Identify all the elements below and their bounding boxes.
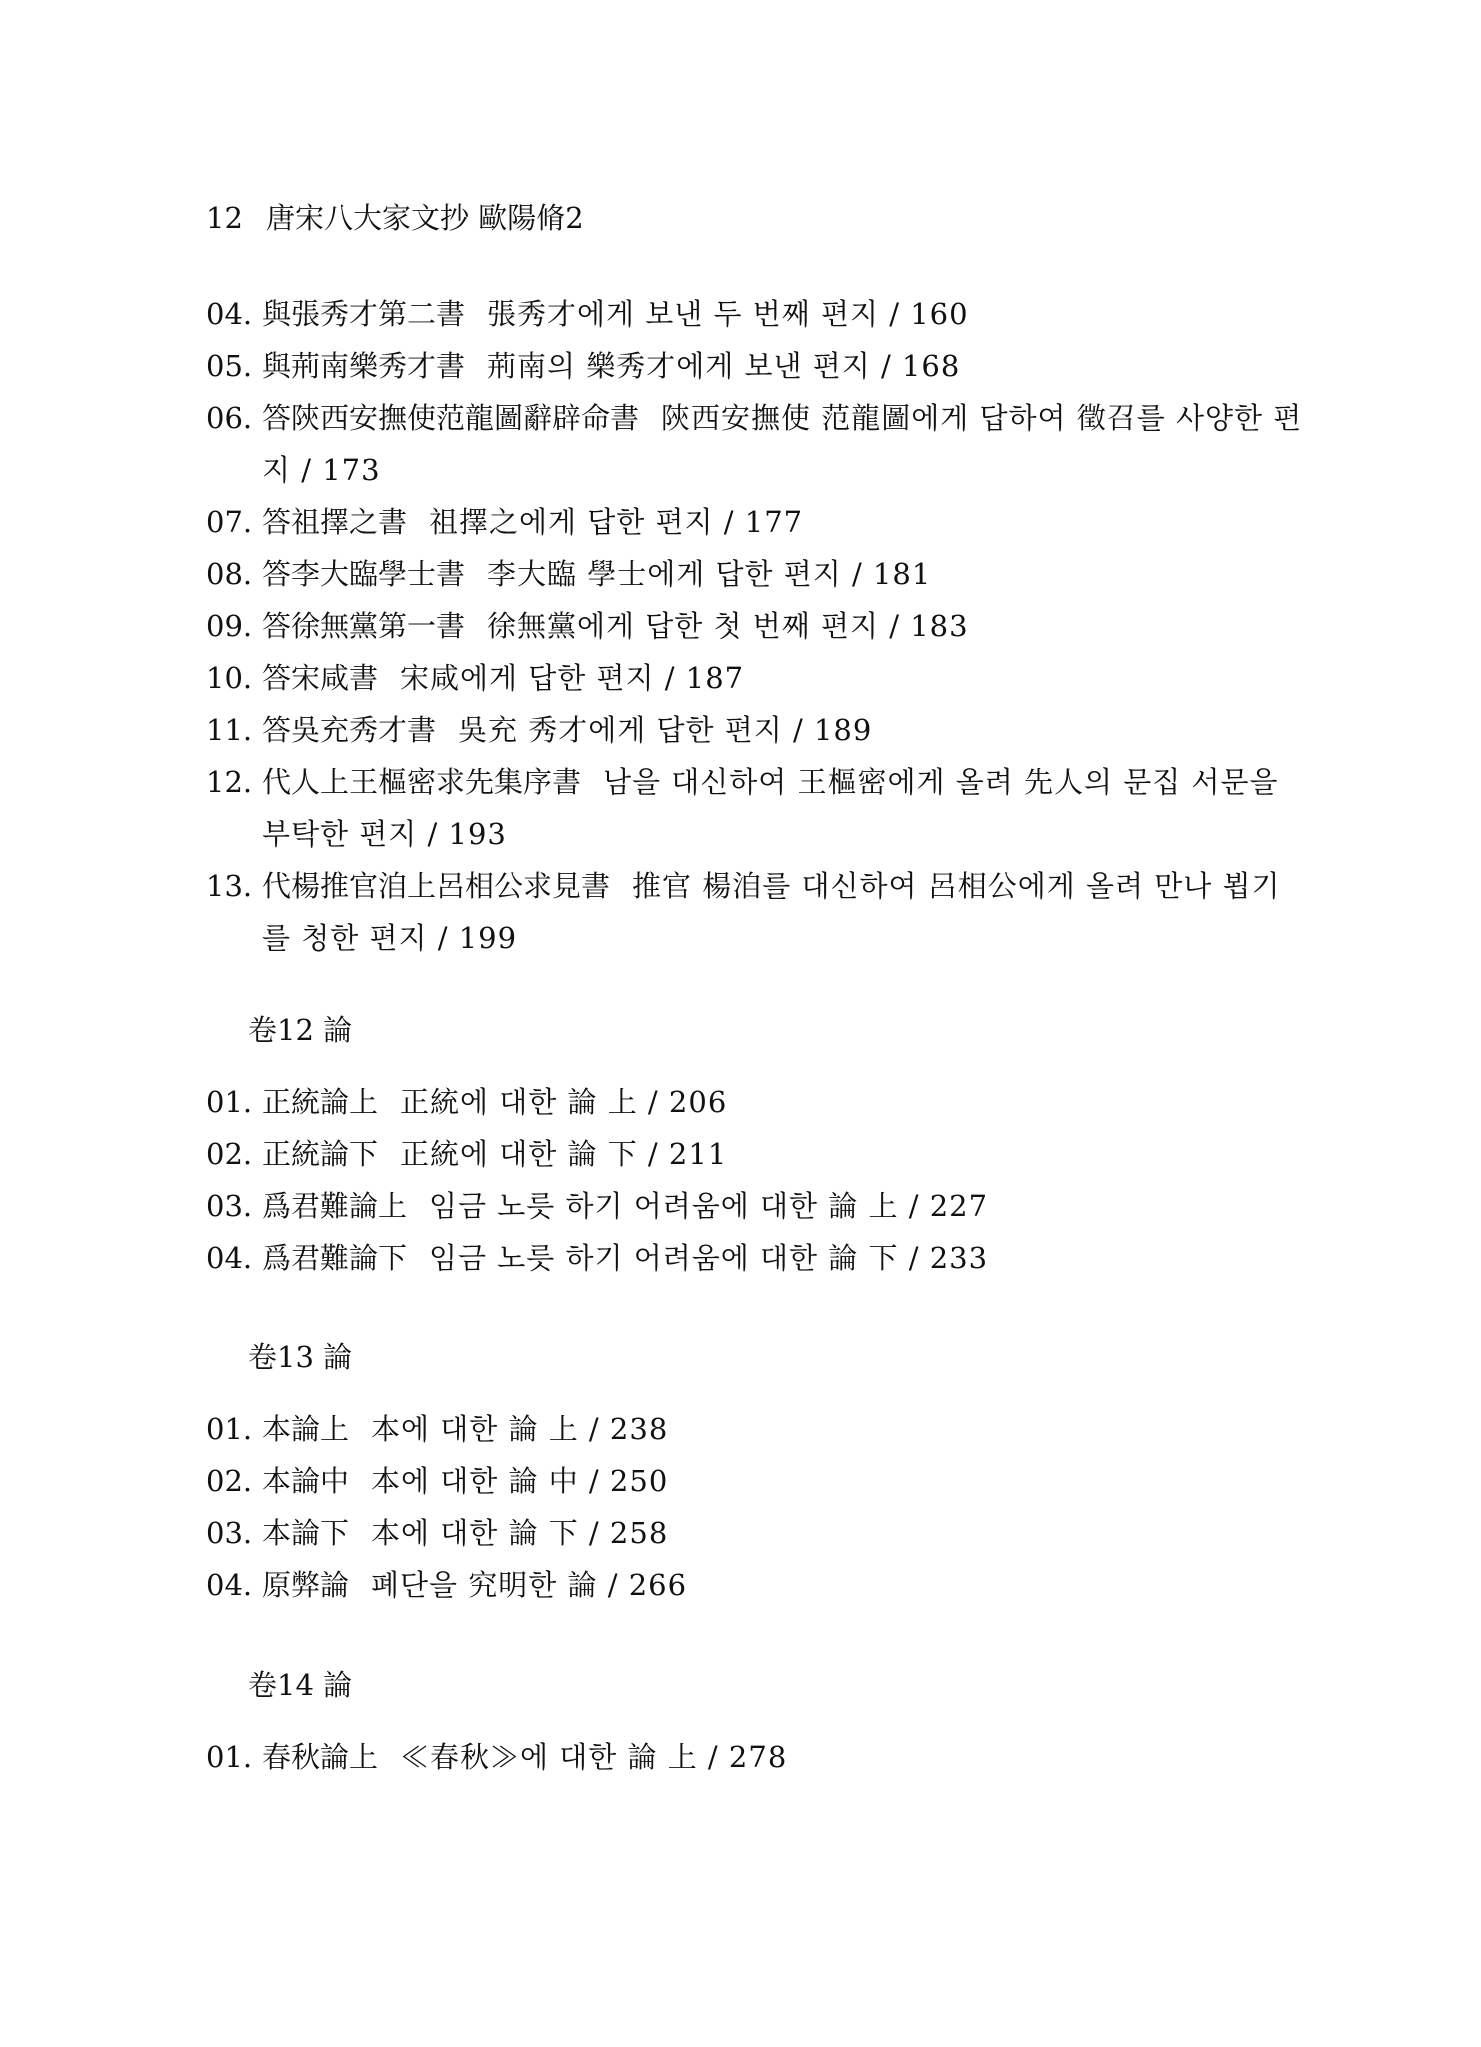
entry-number: 07. — [206, 505, 253, 539]
entry-text — [262, 548, 1306, 600]
toc-entry — [206, 548, 1306, 600]
entry-original-title: 本論中 — [262, 1464, 350, 1498]
entry-translation-page: 正統에 대한 論 上 / 206 — [400, 1085, 728, 1119]
entry-text — [262, 1559, 1306, 1611]
entry-text — [262, 652, 1306, 704]
entry-original-title: 爲君難論下 — [262, 1241, 408, 1275]
toc-entry — [206, 340, 1306, 392]
entry-original-title: 正統論上 — [262, 1085, 379, 1119]
toc-entry — [206, 496, 1306, 548]
entry-text — [262, 392, 1306, 496]
entry-text — [262, 1128, 1306, 1180]
entry-text — [262, 1455, 1306, 1507]
book-header — [206, 198, 584, 238]
entry-translation-page: 荊南의 樂秀才에게 보낸 편지 / 168 — [487, 349, 961, 383]
entry-translation-page: 本에 대한 論 下 / 258 — [371, 1516, 669, 1550]
entry-translation-page: ≪春秋≫에 대한 論 上 / 278 — [400, 1740, 788, 1774]
entry-original-title: 本論上 — [262, 1412, 350, 1446]
toc-entry — [206, 704, 1306, 756]
entry-original-title: 答陝西安撫使范龍圖辭辟命書 — [262, 401, 640, 435]
volume-heading: 卷14 論 — [248, 1668, 353, 1702]
entry-original-title: 本論下 — [262, 1516, 350, 1550]
entry-text — [262, 340, 1306, 392]
entry-number: 04. — [206, 297, 253, 331]
entry-text — [262, 496, 1306, 548]
entry-number: 13. — [206, 869, 253, 903]
entry-original-title: 答祖擇之書 — [262, 505, 408, 539]
entry-original-title: 原弊論 — [262, 1568, 350, 1602]
entry-number: 11. — [206, 713, 253, 747]
book-title: 唐宋八大家文抄 歐陽脩2 — [266, 201, 584, 235]
entry-number: 05. — [206, 349, 253, 383]
section-volume-13 — [206, 1337, 1306, 1611]
entry-text — [262, 1232, 1306, 1284]
toc-entry — [206, 392, 1306, 496]
entry-text — [262, 1076, 1306, 1128]
entry-translation-page: 祖擇之에게 답한 편지 / 177 — [429, 505, 804, 539]
entry-text — [262, 1507, 1306, 1559]
entry-translation-page: 本에 대한 論 上 / 238 — [371, 1412, 669, 1446]
entry-number: 01. — [206, 1412, 253, 1446]
toc-entry — [206, 1455, 1306, 1507]
entry-text — [262, 704, 1306, 756]
toc-entry — [206, 860, 1306, 964]
entry-number: 06. — [206, 401, 253, 435]
entry-number: 01. — [206, 1085, 253, 1119]
section-volume-12 — [206, 1010, 1306, 1284]
toc-entry — [206, 288, 1306, 340]
entry-translation-page: 임금 노릇 하기 어려움에 대한 論 上 / 227 — [429, 1189, 989, 1223]
entry-number: 12. — [206, 765, 253, 799]
entry-translation-page: 폐단을 究明한 論 / 266 — [371, 1568, 688, 1602]
toc-entry — [206, 1180, 1306, 1232]
entry-number: 03. — [206, 1516, 253, 1550]
entry-text — [262, 1731, 1306, 1783]
entry-text — [262, 860, 1306, 964]
entry-number: 02. — [206, 1464, 253, 1498]
entry-number: 08. — [206, 557, 253, 591]
entry-original-title: 爲君難論上 — [262, 1189, 408, 1223]
entry-original-title: 答李大臨學士書 — [262, 557, 466, 591]
toc-entry — [206, 756, 1306, 860]
entry-original-title: 代人上王樞密求先集序書 — [262, 765, 582, 799]
toc-entry — [206, 652, 1306, 704]
volume-heading: 卷13 論 — [248, 1340, 353, 1374]
entry-original-title: 與荊南樂秀才書 — [262, 349, 466, 383]
volume-heading: 卷12 論 — [248, 1013, 353, 1047]
entry-number: 09. — [206, 609, 253, 643]
entry-number: 10. — [206, 661, 253, 695]
entry-text — [262, 600, 1306, 652]
section-volume-14 — [206, 1665, 1306, 1783]
book-number: 12 — [206, 201, 243, 235]
entry-translation-page: 宋咸에게 답한 편지 / 187 — [400, 661, 745, 695]
entry-original-title: 與張秀才第二書 — [262, 297, 466, 331]
entry-original-title: 春秋論上 — [262, 1740, 379, 1774]
entry-text — [262, 1403, 1306, 1455]
toc-entry — [206, 1559, 1306, 1611]
entry-number: 02. — [206, 1137, 253, 1171]
entry-number: 03. — [206, 1189, 253, 1223]
entry-translation-page: 推官 楊洎를 대신하여 呂相公에게 올려 만나 뵙기를 청한 편지 / 199 — [262, 869, 1281, 955]
toc-entry — [206, 1232, 1306, 1284]
entry-text — [262, 288, 1306, 340]
entry-number: 04. — [206, 1568, 253, 1602]
entry-translation-page: 正統에 대한 論 下 / 211 — [400, 1137, 728, 1171]
entry-original-title: 答宋咸書 — [262, 661, 379, 695]
section-letters — [206, 288, 1306, 964]
entry-number: 01. — [206, 1740, 253, 1774]
toc-entry — [206, 1403, 1306, 1455]
entry-translation-page: 임금 노릇 하기 어려움에 대한 論 下 / 233 — [429, 1241, 989, 1275]
entry-translation-page: 李大臨 學士에게 답한 편지 / 181 — [487, 557, 932, 591]
entry-translation-page: 吳充 秀才에게 답한 편지 / 189 — [458, 713, 873, 747]
entry-number: 04. — [206, 1241, 253, 1275]
toc-entry — [206, 1128, 1306, 1180]
entry-translation-page: 남을 대신하여 王樞密에게 올려 先人의 문집 서문을 부탁한 편지 / 193 — [262, 765, 1279, 851]
entry-translation-page: 徐無黨에게 답한 첫 번째 편지 / 183 — [487, 609, 969, 643]
entry-text — [262, 756, 1306, 860]
entry-text — [262, 1180, 1306, 1232]
entry-original-title: 正統論下 — [262, 1137, 379, 1171]
entry-original-title: 代楊推官洎上呂相公求見書 — [262, 869, 611, 903]
toc-entry — [206, 1731, 1306, 1783]
toc-entry — [206, 600, 1306, 652]
entry-translation-page: 陝西安撫使 范龍圖에게 답하여 徵召를 사양한 편지 / 173 — [262, 401, 1303, 487]
entry-original-title: 答吳充秀才書 — [262, 713, 437, 747]
toc-entry — [206, 1076, 1306, 1128]
entry-translation-page: 本에 대한 論 中 / 250 — [371, 1464, 669, 1498]
entry-original-title: 答徐無黨第一書 — [262, 609, 466, 643]
entry-translation-page: 張秀才에게 보낸 두 번째 편지 / 160 — [487, 297, 969, 331]
toc-entry — [206, 1507, 1306, 1559]
